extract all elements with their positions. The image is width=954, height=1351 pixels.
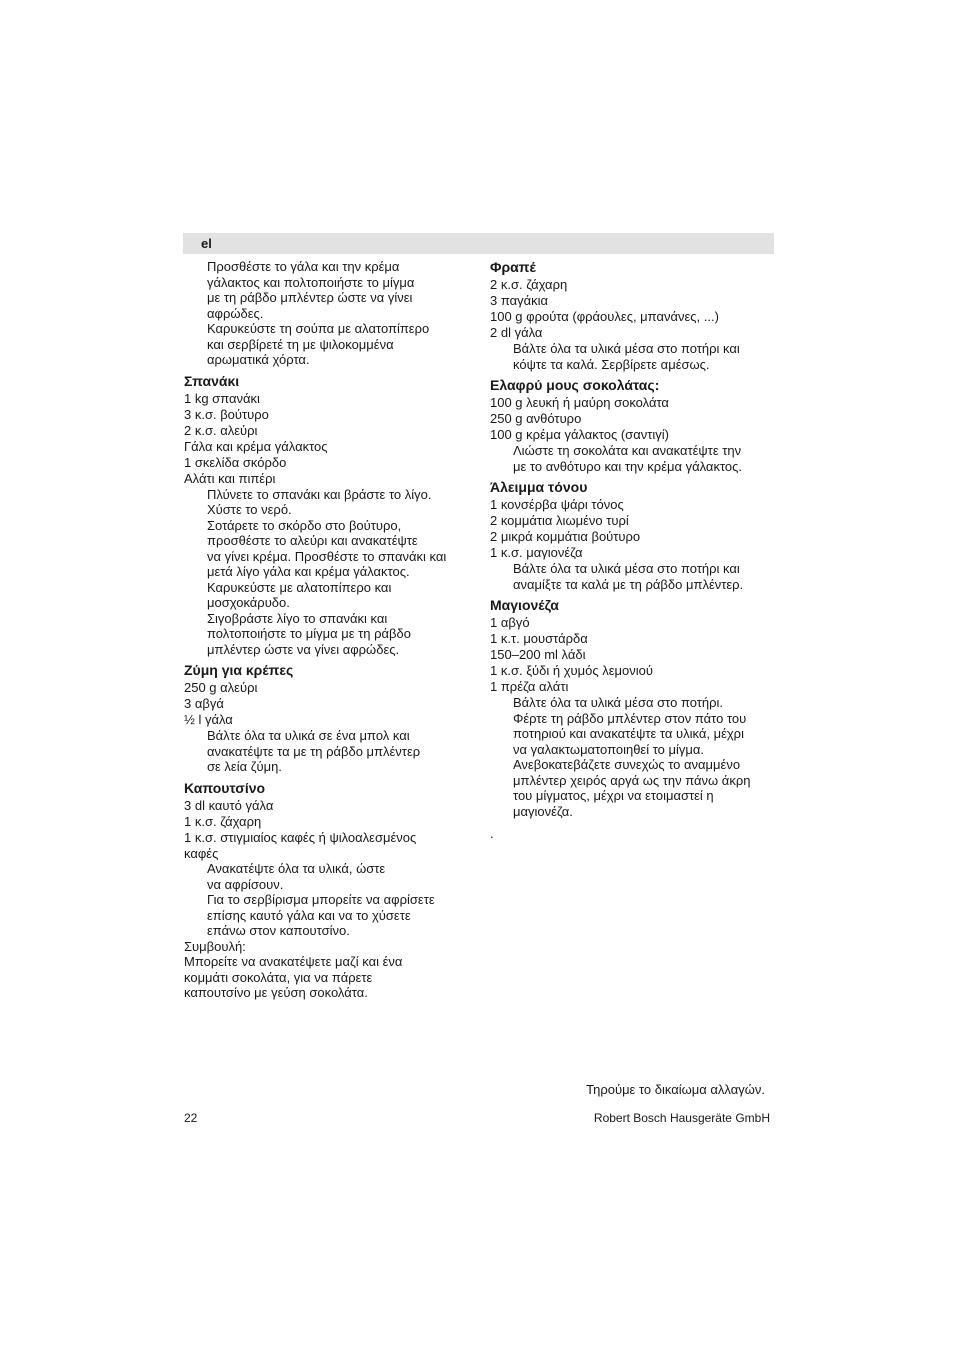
ingredient: 1 αβγό: [490, 615, 530, 630]
ingredient: 1 κ.τ. μουστάρδα: [490, 631, 588, 646]
steps-frappe: [490, 341, 780, 372]
left-column: [184, 259, 474, 1001]
step-line: Ανακατέψτε όλα τα υλικά, ώστε: [207, 861, 386, 876]
intro-text: [184, 259, 474, 368]
ingredient: 1 σκελίδα σκόρδο: [184, 454, 287, 470]
step-line: να αφρίσουν.: [207, 876, 284, 892]
step-line: Καρυκεύστε με αλατοπίπερο και: [207, 579, 392, 595]
ingredients-tuna: [490, 497, 780, 561]
tip-line: κομμάτι σοκολάτα, για να πάρετε: [184, 969, 373, 985]
steps-spinach: [184, 487, 474, 658]
step-line: επάνω στον καπουτσίνο.: [207, 923, 350, 938]
step-line: μετά λίγο γάλα και κρέμα γάλακτος.: [207, 564, 410, 579]
step-line: Λιώστε τη σοκολάτα και ανακατέψτε την: [513, 443, 742, 458]
step-line: επίσης καυτό γάλα και να το χύσετε: [207, 907, 411, 923]
language-code: el: [201, 236, 212, 251]
step-line: Πλύνετε το σπανάκι και βράστε το λίγο.: [207, 486, 432, 502]
ingredient: 1 kg σπανάκι: [184, 390, 260, 406]
text-line: γάλακτος και πολτοποιήστε το μίγμα: [207, 274, 415, 290]
ingredient: 100 g λευκή ή μαύρη σοκολάτα: [490, 395, 669, 410]
ingredient: 1 κονσέρβα ψάρι τόνος: [490, 497, 624, 512]
step-line: αναμίξτε τα καλά με τη ράβδο μπλέντερ.: [513, 576, 744, 592]
ingredient: 1 κ.σ. ξύδι ή χυμός λεμονιού: [490, 663, 653, 678]
page-number: 22: [184, 1111, 198, 1125]
language-bar: [183, 233, 774, 254]
recipe-title-cappuccino: Καπουτσίνο: [184, 779, 266, 796]
step-line: ανακατέψτε τα με τη ράβδο μπλέντερ: [207, 743, 421, 759]
ingredients-mayonnaise: [490, 615, 780, 695]
steps-cappuccino: [184, 861, 474, 939]
step-line: μοσχοκάρυδο.: [207, 595, 290, 610]
ingredient: 250 g ανθότυρο: [490, 411, 582, 426]
text-line: αρωματικά χόρτα.: [207, 352, 310, 367]
ingredient: 1 κ.σ. ζάχαρη: [184, 813, 262, 829]
text-line: Καρυκεύστε τη σούπα με αλατοπίπερο: [207, 321, 430, 336]
ingredient: 3 dl καυτό γάλα: [184, 797, 274, 813]
ingredient: Γάλα και κρέμα γάλακτος: [184, 438, 328, 454]
step-line: Σοτάρετε το σκόρδο στο βούτυρο,: [207, 517, 402, 533]
text-line: με τη ράβδο μπλέντερ ώστε να γίνει: [207, 290, 413, 305]
ingredient: 1 κ.σ. μαγιονέζα: [490, 545, 583, 560]
step-line: Ανεβοκατεβάζετε συνεχώς το αναμμένο: [513, 757, 741, 772]
ingredient: 3 παγάκια: [490, 293, 549, 308]
ingredient: 2 μικρά κομμάτια βούτυρο: [490, 529, 641, 544]
ingredient: 2 κ.σ. ζάχαρη: [490, 277, 568, 292]
step-line: κόψτε τα καλά. Σερβίρετε αμέσως.: [513, 356, 710, 372]
step-line: προσθέστε το αλεύρι και ανακατέψτε: [207, 533, 418, 548]
step-line: ποτηριού και ανακατέψτε τα υλικά, μέχρι: [513, 726, 744, 741]
ingredients-crepe: [184, 680, 474, 728]
step-line: να γαλακτωματοποιηθεί το μίγμα.: [513, 741, 705, 757]
ingredients-cappuccino: [184, 798, 474, 862]
step-line: του μίγματος, μέχρι να ετοιμαστεί η: [513, 788, 714, 803]
recipe-title-crepe: Ζύμη για κρέπες: [184, 662, 294, 678]
step-line: μαγιονέζα.: [513, 803, 573, 819]
recipe-title-tuna: Άλειμμα τόνου: [490, 479, 588, 495]
text-line: και σερβίρετέ τη με ψιλοκομμένα: [207, 336, 394, 352]
tip-cappuccino: [184, 939, 474, 1001]
ingredient: 3 κ.σ. βούτυρο: [184, 406, 269, 422]
rights-notice: Τηρούμε το δικαίωμα αλλαγών.: [586, 1082, 765, 1097]
ingredient: 250 g αλεύρι: [184, 680, 258, 695]
right-column: [490, 259, 780, 842]
ingredient: 100 g φρούτα (φράουλες, μπανάνες, ...): [490, 309, 719, 324]
recipe-title-frappe: Φραπέ: [490, 259, 536, 275]
step-line: Βάλτε όλα τα υλικά μέσα στο ποτήρι.: [513, 695, 724, 710]
step-line: σε λεία ζύμη.: [207, 759, 282, 774]
text-line: αφρώδες.: [207, 305, 264, 321]
step-line: Βάλτε όλα τα υλικά μέσα στο ποτήρι και: [513, 561, 740, 576]
step-line: Φέρτε τη ράβδο μπλέντερ στον πάτο του: [513, 710, 747, 726]
recipe-title-mayonnaise: Μαγιονέζα: [490, 597, 559, 613]
ingredients-mousse: [490, 395, 780, 443]
company-name: Robert Bosch Hausgeräte GmbH: [593, 1111, 770, 1125]
steps-mayonnaise: [490, 695, 780, 819]
step-line: Χύστε το νερό.: [207, 502, 292, 517]
recipe-title-mousse: Ελαφρύ μους σοκολάτας:: [490, 377, 660, 393]
step-line: πολτοποιήστε το μίγμα με τη ράβδο: [207, 626, 411, 641]
ingredient: 2 κ.σ. αλεύρι: [184, 422, 258, 438]
ingredient: 2 κομμάτια λιωμένο τυρί: [490, 513, 629, 528]
step-line: Σιγοβράστε λίγο το σπανάκι και: [207, 610, 388, 626]
step-line: μπλέντερ ώστε να γίνει αφρώδες.: [207, 641, 400, 657]
stray-dot: .: [490, 826, 494, 841]
ingredients-spinach: [184, 391, 474, 487]
step-line: μπλέντερ χειρός αργά ως την πάνω άκρη: [513, 772, 751, 788]
ingredients-frappe: [490, 277, 780, 341]
tip-label: Συμβουλή:: [184, 938, 246, 954]
step-line: με το ανθότυρο και την κρέμα γάλακτος.: [513, 458, 742, 474]
tip-line: Μπορείτε να ανακατέψετε μαζί και ένα: [184, 954, 403, 969]
ingredient: 150–200 ml λάδι: [490, 647, 586, 662]
steps-tuna: [490, 561, 780, 592]
steps-mousse: [490, 443, 780, 474]
text-line: Προσθέστε το γάλα και την κρέμα: [207, 259, 400, 274]
ingredient: 1 κ.σ. στιγμιαίος καφές ή ψιλοαλεσμένος: [184, 829, 417, 845]
ingredient: 3 αβγά: [184, 696, 224, 711]
ingredient: καφές: [184, 845, 219, 861]
step-line: Βάλτε όλα τα υλικά μέσα στο ποτήρι και: [513, 341, 740, 356]
ingredient: 2 dl γάλα: [490, 325, 543, 340]
ingredient: Αλάτι και πιπέρι: [184, 470, 276, 486]
steps-crepe: [184, 728, 474, 775]
step-line: να γίνει κρέμα. Προσθέστε το σπανάκι και: [207, 548, 447, 564]
tip-line: καπουτσίνο με γεύση σοκολάτα.: [184, 985, 368, 1000]
ingredient: ½ l γάλα: [184, 712, 233, 727]
step-line: Βάλτε όλα τα υλικά σε ένα μπολ και: [207, 728, 410, 743]
recipe-title-spinach: Σπανάκι: [184, 372, 240, 389]
ingredient: 100 g κρέμα γάλακτος (σαντιγί): [490, 427, 669, 442]
step-line: Για το σερβίρισμα μπορείτε να αφρίσετε: [207, 892, 435, 907]
ingredient: 1 πρέζα αλάτι: [490, 679, 569, 694]
